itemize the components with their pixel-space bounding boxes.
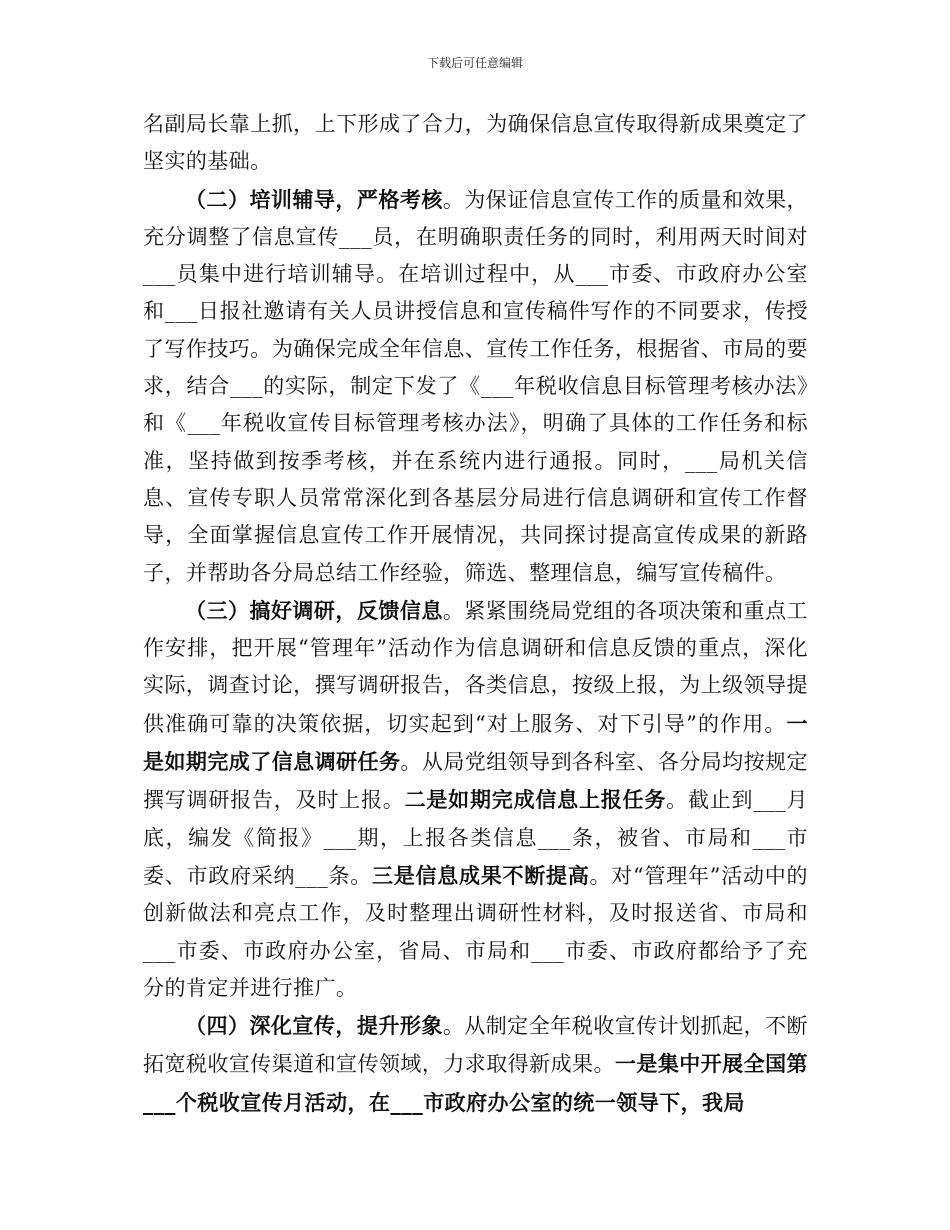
document-body: [143, 106, 808, 1122]
text-run: 。从局党组领导到各科室、各分局均按规定撰写调研报告，及时上报。: [143, 750, 808, 813]
section-heading-research: （三）搞好调研，反馈信息: [185, 597, 443, 623]
key-point-1: 一是集中开展全国第___个税收宣传月活动，在___市政府办公室的统一领导下，我局: [143, 1051, 808, 1115]
page-header: 下载后可任意编辑: [426, 56, 523, 70]
paragraph-continuation: [143, 106, 808, 181]
paragraph-publicity: [143, 1007, 808, 1122]
paragraph-training: [143, 181, 808, 592]
section-heading-training: （二）培训辅导，严格考核: [185, 186, 443, 212]
key-point-3: 三是信息成果不断提高: [371, 862, 590, 888]
text-run: 。从制定全年税收宣传计划抓起，不断拓宽税收宣传渠道和宣传领域，力求取得新成果。: [143, 1014, 808, 1077]
text-run: 名副局长靠上抓，上下形成了合力，为确保信息宣传取得新成果奠定了坚实的基础。: [143, 112, 808, 174]
section-heading-publicity: （四）深化宣传，提升形象: [185, 1013, 443, 1039]
paragraph-research: [143, 592, 808, 1007]
text-run: 。紧紧围绕局党组的各项决策和重点工作安排，把开展“管理年”活动作为信息调研和信息反馈的重点，深化实际，调查讨论，撰写调研报告，各类信息，按级上报，为上级领导提供准确可靠的决策依据，切实起到“对上服务、对下引导”的作用。: [143, 598, 808, 736]
text-run: 。截止到___月底，编发《简报》___期，上报各类信息___条，被省、市局和___市委、市政府采纳___条。: [143, 788, 808, 888]
key-point-1: 一是如期完成了信息调研任务: [143, 710, 808, 775]
text-run: 。对“管理年”活动中的创新做法和亮点工作，及时整理出调研性材料，及时报送省、市局和___市委、市政府办公室，省局、市局和___市委、市政府都给予了充分的肯定并进行推广。: [143, 863, 809, 1000]
key-point-2: 二是如期完成信息上报任务: [404, 787, 667, 813]
text-run: 。为保证信息宣传工作的质量和效果，充分调整了信息宣传___员，在明确职责任务的同时，利用两天时间对___员集中进行培训辅导。在培训过程中，从___市委、市政府办公室和___日报社邀请有关人员讲授信息和宣传稿件写作的不同要求，传授了写作技巧。为确保完成全年信息、宣传工作任务，根据省、市局的要求，结合___的实际，制定下发了《___年税收信息目标管理考核办法》和《___年税收宣传目标管理考核办法》，明确了具体的工作任务和标准，坚持做到按季考核，并在系统内进行通报。同时，___局机关信息、宣传专职人员常常深化到各基层分局进行信息调研和宣传工作督导，全面掌握信息宣传工作开展情况，共同探讨提高宣传成果的新路子，并帮助各分局总结工作经验，筛选、整理信息，编写宣传稿件。: [143, 187, 808, 585]
